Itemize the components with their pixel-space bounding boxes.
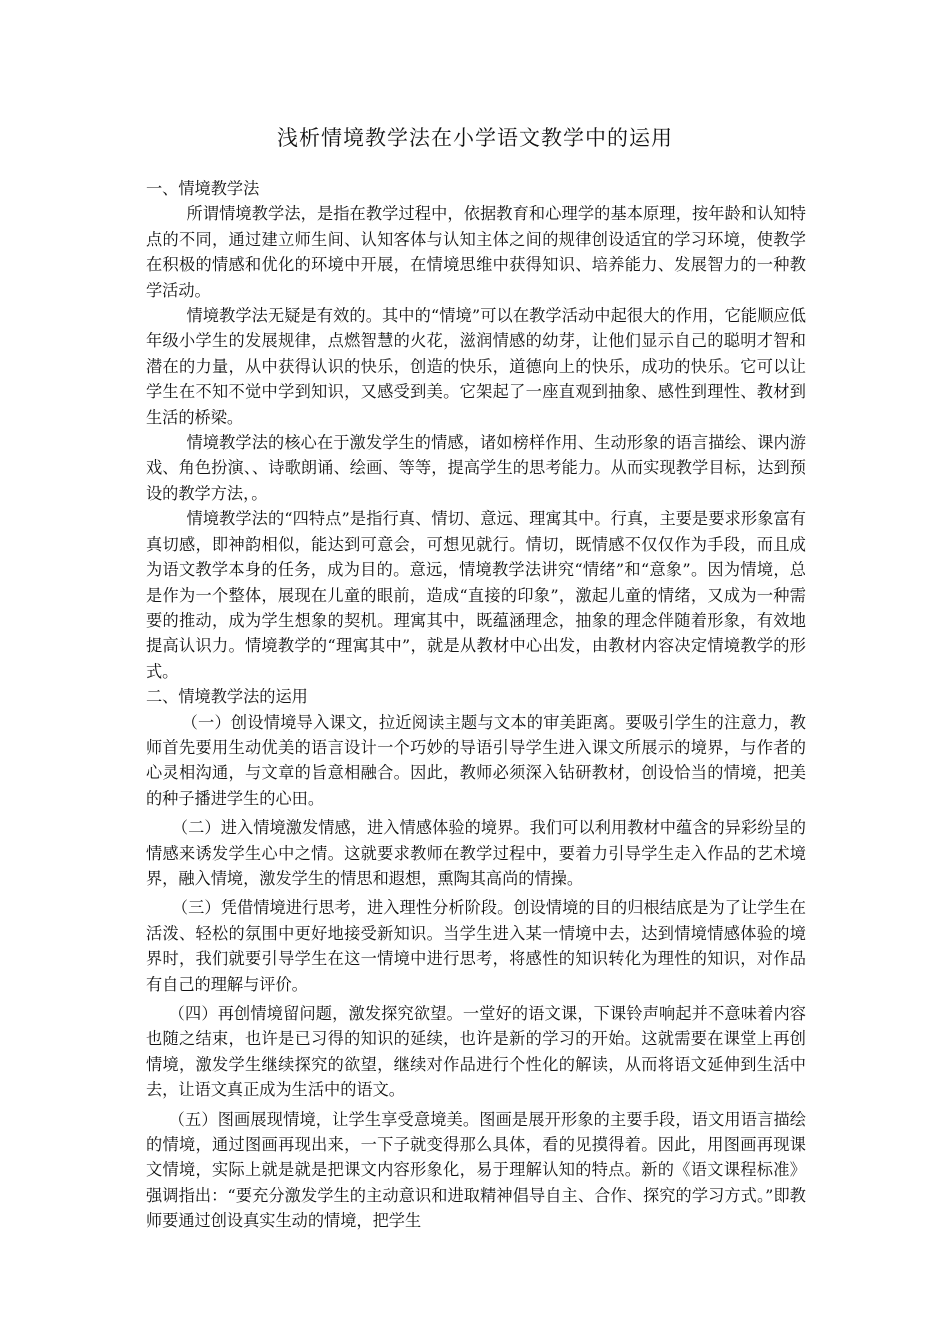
section2-paragraph-5: （五）图画展现情境，让学生享受意境美。图画是展开形象的主要手段，语文用语言描绘的情境，通过图画再现出来，一下子就变得那么具体，看的见摸得着。因此，用图画再现课文情境，实际上就是就是把课文内容形象化，易于理解认知的特点。新的《语文课程标准》强调指出：“要充分激发学生的主动意识和进取精神倡导自主、合作、探究的学习方式。”即教师要通过创设真实生动的情境，把学生 [146, 1109, 806, 1231]
section1-paragraph-2: 情境教学法无疑是有效的。其中的“情境”可以在教学活动中起很大的作用，它能顺应低年级小学生的发展规律，点燃智慧的火花，滋润情感的幼芽，让他们显示自己的聪明才智和潜在的力量，从中获得认识的快乐，创造的快乐，道德向上的快乐，成功的快乐。它可以让学生在不知不觉中学到知识，又感受到美。它架起了一座直观到抽象、感性到理性、教材到生活的桥梁。 [146, 306, 806, 427]
section1-paragraph-4: 情境教学法的“四特点”是指行真、情切、意远、理寓其中。行真，主要是要求形象富有真切感，即神韵相似，能达到可意会，可想见就行。情切，既情感不仅仅作为手段，而且成为语文教学本身的任务，成为目的。意远，情境教学法讲究“情绪”和“意象”。因为情境，总是作为一个整体，展现在儿童的眼前，造成“直接的印象”，激起儿童的情绪，又成为一种需要的推动，成为学生想象的契机。理寓其中，既蕴涵理念，抽象的理念伴随着形象，有效地提高认识力。情境教学的“理寓其中”，就是从教材中心出发，由教材内容决定情境教学的形式。 [146, 509, 806, 681]
section2-paragraph-2: （二）进入情境激发情感，进入情感体验的境界。我们可以利用教材中蕴含的异彩纷呈的情感来诱发学生心中之情。这就要求教师在教学过程中，要着力引导学生走入作品的艺术境界，融入情境，激发学生的情思和遐想，熏陶其高尚的情操。 [146, 818, 806, 888]
section1-paragraph-1: 所谓情境教学法，是指在教学过程中，依据教育和心理学的基本原理，按年龄和认知特点的不同，通过建立师生间、认知客体与认知主体之间的规律创设适宜的学习环境，使教学在积极的情感和优化的环境中开展，在情境思维中获得知识、培养能力、发展智力的一种教学活动。 [146, 204, 806, 300]
section-heading-2: 二、情境教学法的运用 [146, 687, 308, 707]
section-heading-1: 一、情境教学法 [146, 179, 260, 198]
section2-paragraph-1: （一）创设情境导入课文，拉近阅读主题与文本的审美距离。要吸引学生的注意力，教师首先要用生动优美的语言设计一个巧妙的导语引导学生进入课文所展示的境界，与作者的心灵相沟通，与文章的旨意相融合。因此，教师必须深入钻研教材，创设恰当的情境，把美的种子播进学生的心田。 [146, 712, 806, 808]
section1-paragraph-3: 情境教学法的核心在于激发学生的情感，诸如榜样作用、生动形象的语言描绘、课内游戏、角色扮演、、诗歌朗诵、绘画、等等，提高学生的思考能力。从而实现教学目标，达到预设的教学方法，。 [146, 433, 806, 503]
section2-paragraph-4: （四）再创情境留问题，激发探究欲望。一堂好的语文课，下课铃声响起并不意味着内容也随之结束，也许是已习得的知识的延续，也许是新的学习的开始。这就需要在课堂上再创情境，激发学生继续探究的欲望，继续对作品进行个性化的解读，从而将语文延伸到生活中去，让语文真正成为生活中的语文。 [146, 1004, 806, 1100]
section2-paragraph-3: （三）凭借情境进行思考，进入理性分析阶段。创设情境的目的归根结底是为了让学生在活泼、轻松的氛围中更好地接受新知识。当学生进入某一情境中去，达到情境情感体验的境界时，我们就要引导学生在这一情境中进行思考，将感性的知识转化为理性的知识，对作品有自己的理解与评价。 [146, 898, 806, 994]
document-body [146, 176, 806, 1234]
document-title: 浅析情境教学法在小学语文教学中的运用 [277, 126, 673, 150]
